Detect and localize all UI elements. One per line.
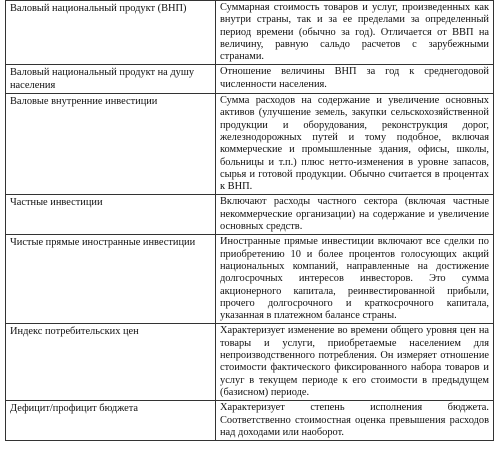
term-cell: Валовые внутренние инвестиции: [6, 94, 216, 195]
term-cell: Дефицит/профицит бюджета: [6, 401, 216, 441]
definition-cell: Характеризует изменение во времени общего уровня цен на товары и услуги, приобретаемые населением для непроизводственного потребления. Он измеряет отношение стоимости фактического фиксированного набора товаров и услуг в текущем периоде к его стоимости в предыдущем (базисном) периоде.: [216, 324, 494, 401]
definition-cell: Иностранные прямые инвестиции включают все сделки по приобретению 10 и более процентов голосующих акций национальных компаний, направленные на достижение долгосрочных интересов инвесторов. Это сумма акционерного капитала, реинвестированной прибыли, прочего долгосрочного и краткосрочного капитала, указанная в платежном балансе страны.: [216, 235, 494, 324]
term-cell: Частные инвестиции: [6, 195, 216, 235]
table-row: [6, 65, 494, 94]
table-row: [6, 324, 494, 401]
table-row: [6, 195, 494, 235]
definition-cell: Отношение величины ВНП за год к среднегодовой численности населения.: [216, 65, 494, 94]
definition-cell: Включают расходы частного сектора (включая частные некоммерческие организации) на содержание и увеличение основных средств.: [216, 195, 494, 235]
table-row: [6, 401, 494, 441]
table-row: [6, 1, 494, 65]
term-cell: Валовый национальный продукт на душу населения: [6, 65, 216, 94]
term-cell: Валовый национальный продукт (ВНП): [6, 1, 216, 65]
term-cell: Индекс потребительских цен: [6, 324, 216, 401]
definition-cell: Суммарная стоимость товаров и услуг, произведенных как внутри страны, так и за ее пределами за определенный период времени (обычно за год). Отличается от ВВП на величину, равную сальдо расчетов с зарубежными странами.: [216, 1, 494, 65]
table-row: [6, 235, 494, 324]
term-cell: Чистые прямые иностранные инвестиции: [6, 235, 216, 324]
table-row: [6, 94, 494, 195]
definition-cell: Сумма расходов на содержание и увеличение основных активов (улучшение земель, закупки сельскохозяйственной продукции и оборудования, реконструкция дорог, железнодорожных путей и тому подобное, включая коммерческие и промышленные здания, офисы, школы, больницы и т.п.) плюс нетто-изменения в уровне запасов, сырья и готовой продукции. Обычно считается в процентах к ВНП.: [216, 94, 494, 195]
definition-cell: Характеризует степень исполнения бюджета. Соответственно стоимостная оценка превышения расходов над доходами или наоборот.: [216, 401, 494, 441]
glossary-table: [5, 0, 494, 441]
